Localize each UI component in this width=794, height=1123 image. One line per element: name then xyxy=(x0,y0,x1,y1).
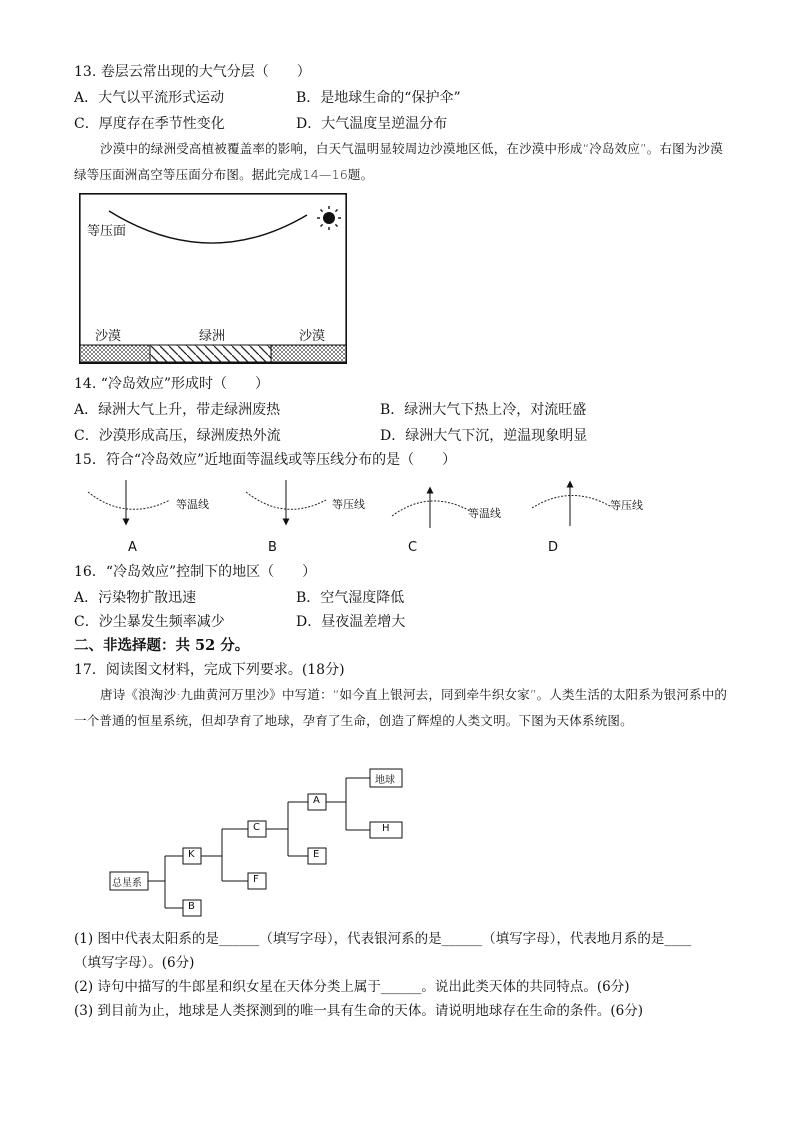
desert-left-label: 沙漠 xyxy=(95,329,122,344)
q15-stem: 15．符合“冷岛效应”近地面等温线或等压线分布的是（ ） xyxy=(74,452,457,468)
q14-option-d: D．绿洲大气下沉，逆温现象明显 xyxy=(380,428,588,444)
q14-option-c: C．沙漠形成高压，绿洲废热外流 xyxy=(74,428,281,444)
q17-sub1-line2: （填写字母）。(6分) xyxy=(74,955,195,971)
q17-sub3: (3) 到目前为止，地球是人类探测到的唯一具有生命的天体。请说明地球存在生命的条件。(6分) xyxy=(74,1003,644,1019)
diagram-a xyxy=(88,480,170,522)
tree-svg xyxy=(108,766,408,918)
q16-option-a: A．污染物扩散迅速 xyxy=(74,590,197,606)
node-a-label: A xyxy=(313,795,320,806)
q17-stem: 17．阅读图文材料，完成下列要求。(18分) xyxy=(74,662,345,678)
oasis-label: 绿洲 xyxy=(199,329,226,344)
q15-diagrams xyxy=(80,478,660,538)
node-root-label: 总星系 xyxy=(112,878,142,889)
desert-right-ground xyxy=(271,345,346,362)
diagram-d-label: 等压线 xyxy=(610,499,643,512)
q15-diagram-svg xyxy=(80,478,660,538)
q16-stem: 16．“冷岛效应”控制下的地区（ ） xyxy=(74,564,317,580)
diagram-d xyxy=(532,484,610,526)
q14-option-b: B．绿洲大气下热上冷，对流旺盛 xyxy=(380,402,587,418)
isobar-label: 等压面 xyxy=(87,224,127,239)
option-b-letter: B xyxy=(268,540,277,555)
q13-stem: 13. 卷层云常出现的大气分层（ ） xyxy=(74,64,311,80)
q16-option-c: C．沙尘暴发生频率减少 xyxy=(74,614,225,630)
section-2-title: 二、非选择题：共 52 分。 xyxy=(74,637,250,654)
diagram-b-label: 等压线 xyxy=(332,498,365,511)
q17-sub2: (2) 诗句中描写的牛郎星和织女星在天体分类上属于______。说出此类天体的共同特点。(6分) xyxy=(74,979,630,995)
q17-material: 唐诗《浪淘沙·九曲黄河万里沙》中写道：“如今直上银河去，同到牵牛织女家”。人类生活的太阳系为银河系中的一个普通的恒星系统，但却孕育了地球，孕育了生命，创造了辉煌的人类文明。下图为天体系统图。 xyxy=(74,687,728,728)
q16-option-d: D．昼夜温差增大 xyxy=(296,614,406,630)
desert-right-label: 沙漠 xyxy=(299,329,326,344)
isobar-curve xyxy=(109,211,307,243)
node-c-label: C xyxy=(253,822,260,833)
node-b-label: B xyxy=(188,901,195,912)
diagram-b xyxy=(246,480,326,522)
q14-stem: 14. “冷岛效应”形成时（ ） xyxy=(74,376,270,392)
node-e-label: E xyxy=(313,849,320,860)
celestial-system-tree xyxy=(108,766,408,918)
q13-option-c: C．厚度存在季节性变化 xyxy=(74,116,225,132)
option-c-letter: C xyxy=(408,540,418,555)
q17-sub1-line1: (1) 图中代表太阳系的是______（填写字母），代表银河系的是______（填写字母），代表地月系的是____ xyxy=(74,931,692,947)
q13-option-b: B．是地球生命的“保护伞” xyxy=(296,90,461,106)
oasis-ground xyxy=(150,345,271,362)
node-f-label: F xyxy=(253,874,259,885)
node-earth-label: 地球 xyxy=(375,775,395,786)
option-a-letter: A xyxy=(128,540,137,555)
diagram-c xyxy=(392,490,472,528)
q13-option-d: D．大气温度呈逆温分布 xyxy=(296,116,448,132)
q14-option-a: A．绿洲大气上升，带走绿洲废热 xyxy=(74,402,281,418)
desert-left-ground xyxy=(80,345,150,362)
figure-isobar-oasis xyxy=(79,193,347,364)
sun-icon xyxy=(317,206,341,230)
material-1: 沙漠中的绿洲受高植被覆盖率的影响，白天气温明显较周边沙漠地区低，在沙漠中形成“冷岛效应”。右图为沙漠绿等压面洲高空等压面分布图。据此完成14—16题。 xyxy=(74,141,723,182)
node-k-label: K xyxy=(188,849,195,860)
diagram-a-label: 等温线 xyxy=(176,498,209,511)
q13-option-a: A．大气以平流形式运动 xyxy=(74,90,225,106)
option-d-letter: D xyxy=(548,540,559,555)
diagram-c-label: 等温线 xyxy=(468,507,501,520)
q16-option-b: B．空气湿度降低 xyxy=(296,590,405,606)
node-h-label: H xyxy=(382,823,390,834)
